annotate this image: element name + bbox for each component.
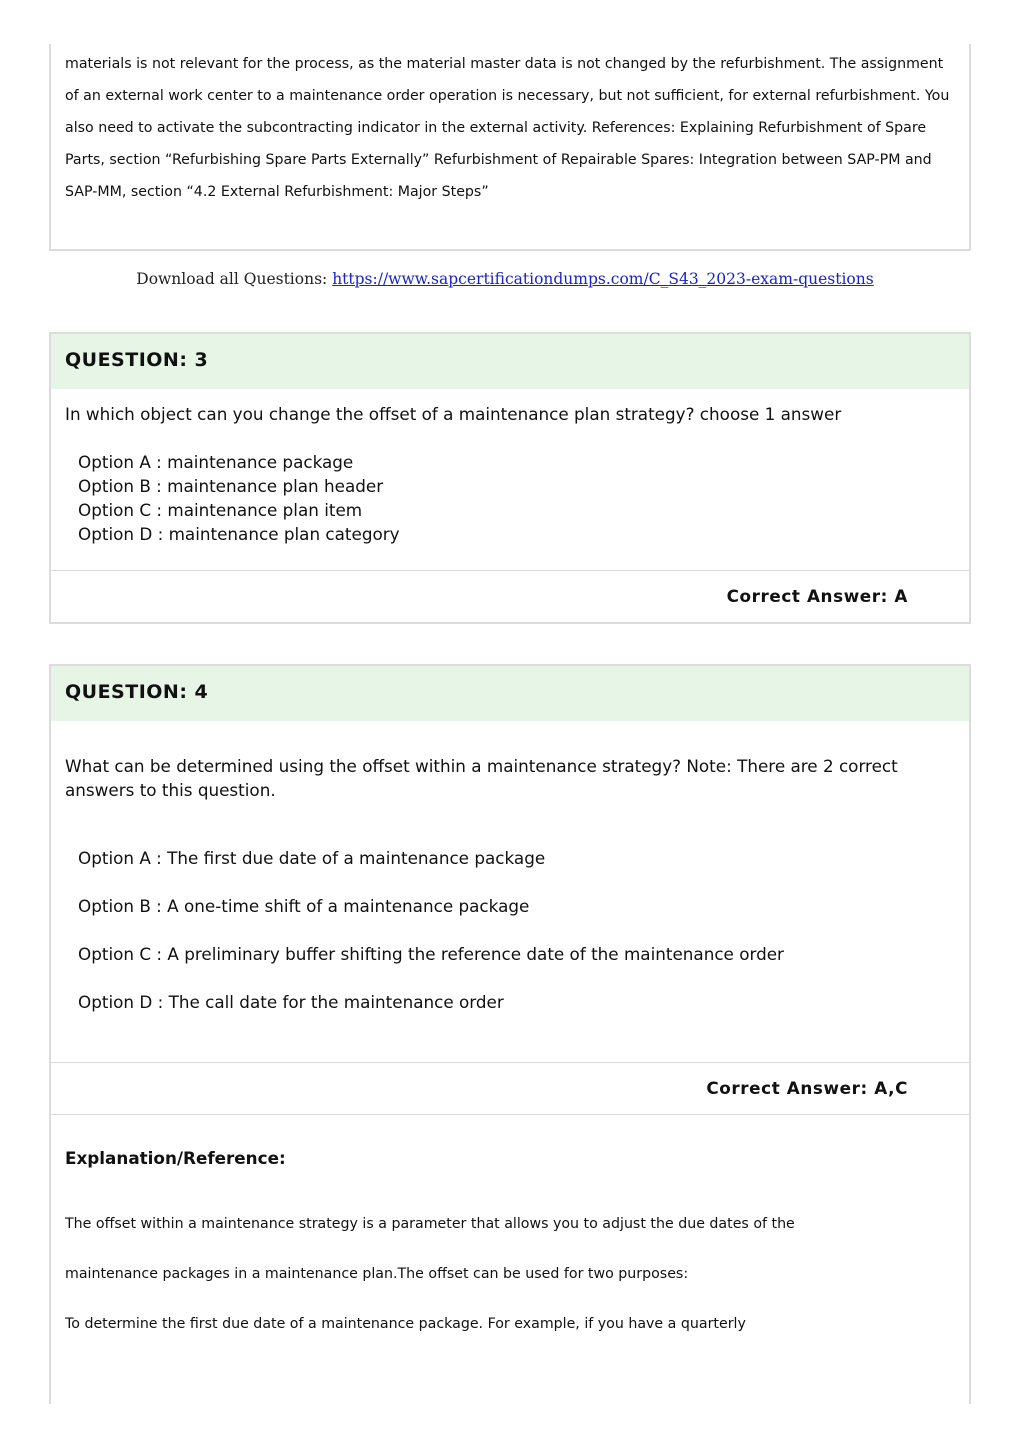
- question-3-divider: [51, 570, 969, 571]
- previous-explanation-text: materials is not relevant for the process, as the material master data is not changed by the refurbishment. The assignment of an external work center to a maintenance order operation is necessary, but not sufficient, for external refurbishment. You also need to activate the subcontracting indicator in the external activity. References: Explaining Refurbishment of Spare Parts, section “Refurbishing Spare Parts Externally” Refurbishment of Repairable Spares: Integration between SAP-PM and SAP-MM, section “4.2 External Refurbishment: Major Steps”: [65, 56, 950, 200]
- question-3-title: QUESTION: 3: [65, 349, 209, 371]
- question-4-option-c: Option C : A preliminary buffer shifting the reference date of the maintenance order: [78, 944, 784, 964]
- question-4-option-d: Option D : The call date for the maintenance order: [78, 992, 504, 1012]
- explanation-heading: Explanation/Reference:: [65, 1148, 286, 1168]
- explanation-line-3: To determine the first due date of a maintenance package. For example, if you have a quarterly: [65, 1316, 746, 1332]
- previous-explanation-box: [49, 44, 971, 251]
- question-3-option-d: Option D : maintenance plan category: [78, 524, 400, 544]
- download-label: Download all Questions:: [136, 270, 333, 288]
- explanation-line-1: The offset within a maintenance strategy is a parameter that allows you to adjust the due dates of the: [65, 1216, 795, 1232]
- question-4-title: QUESTION: 4: [65, 681, 209, 703]
- explanation-line-2: maintenance packages in a maintenance plan.The offset can be used for two purposes:: [65, 1266, 689, 1282]
- question-4-text: What can be determined using the offset within a maintenance strategy? Note: There are 2 correct answers to this question.: [65, 756, 898, 800]
- question-3-option-c: Option C : maintenance plan item: [78, 500, 363, 520]
- question-3-option-b: Option B : maintenance plan header: [78, 476, 384, 496]
- question-3-option-a: Option A : maintenance package: [78, 452, 354, 472]
- question-4-option-b: Option B : A one-time shift of a maintenance package: [78, 896, 530, 916]
- question-3-header: [51, 334, 969, 389]
- question-4-correct-answer: Correct Answer: A,C: [706, 1078, 908, 1098]
- question-4-divider-top: [51, 1062, 969, 1063]
- question-3-text: In which object can you change the offset of a maintenance plan strategy? choose 1 answer: [65, 404, 842, 424]
- question-4-card: [49, 664, 971, 1404]
- question-3-correct-answer: Correct Answer: A: [726, 586, 908, 606]
- download-link[interactable]: https://www.sapcertificationdumps.com/C_S43_2023-exam-questions: [332, 270, 874, 288]
- question-4-divider-bottom: [51, 1114, 969, 1115]
- question-4-header: [51, 666, 969, 721]
- question-4-option-a: Option A : The first due date of a maintenance package: [78, 848, 546, 868]
- download-line: [0, 270, 1010, 288]
- question-3-card: [49, 332, 971, 624]
